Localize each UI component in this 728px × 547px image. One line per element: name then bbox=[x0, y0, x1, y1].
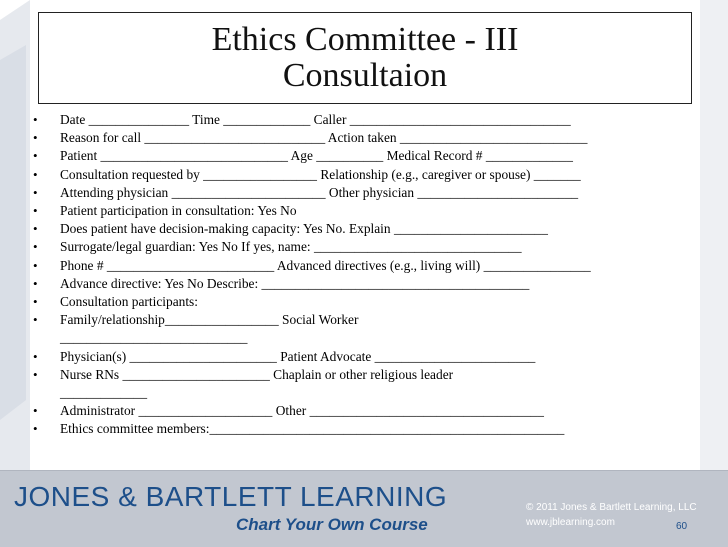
slide-subtitle: Consultaion bbox=[282, 57, 448, 94]
form-line-item bbox=[33, 202, 693, 220]
bullet-icon: • bbox=[33, 294, 38, 310]
form-line-text: Family/relationship_________________ Social Worker bbox=[60, 312, 359, 328]
form-line-text: Advance directive: Yes No Describe: ________________________________________ bbox=[60, 275, 530, 291]
form-line-text: Patient ____________________________ Age __________ Medical Record # _____________ bbox=[60, 148, 573, 164]
form-line-item bbox=[33, 111, 693, 129]
form-line-item bbox=[33, 420, 693, 438]
bullet-icon: • bbox=[33, 130, 38, 146]
form-line-item bbox=[33, 348, 693, 366]
bullet-icon: • bbox=[33, 203, 38, 219]
form-line-item bbox=[33, 220, 693, 238]
copyright-text: © 2011 Jones & Bartlett Learning, LLC bbox=[526, 502, 697, 513]
bullet-icon: • bbox=[33, 148, 38, 164]
form-line-item bbox=[33, 184, 693, 202]
form-line-text: Physician(s) ______________________ Patient Advocate ________________________ bbox=[60, 348, 536, 364]
bullet-icon: • bbox=[33, 275, 38, 291]
form-line-text: Patient participation in consultation: Yes No bbox=[60, 203, 297, 219]
title-box bbox=[38, 12, 692, 104]
bullet-icon: • bbox=[33, 366, 38, 382]
form-line-text: Date _______________ Time _____________ Caller _________________________________ bbox=[60, 112, 571, 127]
form-line-item bbox=[33, 402, 693, 420]
bullet-icon: • bbox=[33, 239, 38, 255]
publisher-logo: JONES & BARTLETT LEARNING bbox=[14, 481, 448, 512]
form-line-item bbox=[33, 238, 693, 256]
footer-bar bbox=[0, 470, 728, 547]
bullet-icon: • bbox=[33, 184, 38, 200]
form-line-text: Consultation participants: bbox=[60, 294, 198, 310]
bullet-icon: • bbox=[33, 257, 38, 273]
form-line-text: Nurse RNs ______________________ Chaplain or other religious leader bbox=[60, 366, 454, 382]
bullet-icon: • bbox=[33, 348, 38, 364]
page-number: 60 bbox=[676, 521, 688, 532]
bullet-icon: • bbox=[33, 312, 38, 328]
bullet-icon: • bbox=[33, 166, 38, 182]
slide-title: Ethics Committee - III bbox=[211, 21, 519, 58]
form-line-text: Consultation requested by _________________ Relationship (e.g., caregiver or spouse) _______ bbox=[60, 166, 581, 182]
form-line-text: Administrator ____________________ Other ___________________________________ bbox=[60, 403, 544, 419]
consultation-form-list bbox=[33, 111, 693, 439]
form-line-item bbox=[33, 366, 693, 402]
form-line-continuation: ____________________________ bbox=[60, 330, 248, 346]
form-line-continuation: _____________ bbox=[60, 385, 148, 401]
form-line-text: Phone # _________________________ Advanced directives (e.g., living will) ________________ bbox=[60, 257, 591, 273]
form-line-item bbox=[33, 147, 693, 165]
form-line-item bbox=[33, 311, 693, 347]
form-line-item bbox=[33, 166, 693, 184]
website-url: www.jblearning.com bbox=[526, 517, 615, 528]
bullet-icon: • bbox=[33, 112, 38, 127]
form-line-text: Surrogate/legal guardian: Yes No If yes, name: _______________________________ bbox=[60, 239, 522, 255]
bullet-icon: • bbox=[33, 403, 38, 419]
form-line-item bbox=[33, 275, 693, 293]
bullet-icon: • bbox=[33, 421, 38, 437]
form-line-item bbox=[33, 129, 693, 147]
form-line-item bbox=[33, 293, 693, 311]
form-line-text: Attending physician _______________________ Other physician ________________________ bbox=[60, 184, 579, 200]
form-line-item bbox=[33, 257, 693, 275]
publisher-tagline: Chart Your Own Course bbox=[236, 515, 428, 534]
form-line-text: Ethics committee members:_____________________________________________________ bbox=[60, 421, 565, 437]
form-line-text: Reason for call ___________________________ Action taken ____________________________ bbox=[60, 130, 588, 146]
bullet-icon: • bbox=[33, 221, 38, 237]
form-line-text: Does patient have decision-making capacity: Yes No. Explain _______________________ bbox=[60, 221, 548, 237]
